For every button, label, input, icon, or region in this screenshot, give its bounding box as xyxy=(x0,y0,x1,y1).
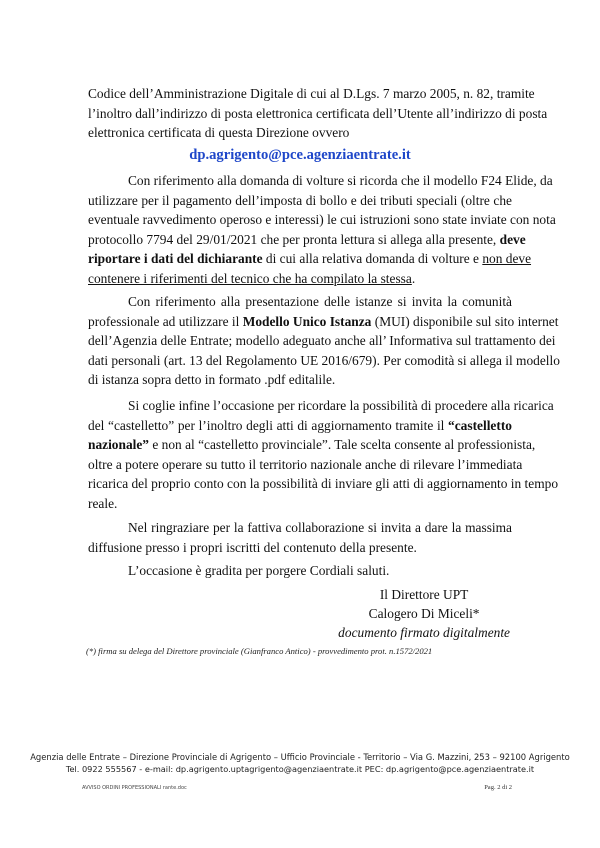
text-line xyxy=(88,416,512,436)
paragraph-mui xyxy=(88,292,560,390)
bold-text: deve xyxy=(499,231,526,247)
signer-name: Calogero Di Miceli* xyxy=(368,606,480,621)
text-line: L’occasione è gradita per porgere Cordiali saluti. xyxy=(128,563,390,578)
text-line: eventuale ravvedimento operoso e interessi) le cui istruzioni sono state inviate con nota xyxy=(88,212,556,228)
text-line: l’inoltro dall’indirizzo di posta elettronica certificata dell’Utente all’indirizzo di posta xyxy=(88,105,548,121)
signature-block xyxy=(338,585,510,642)
document-reference: AVVISO ORDINI PROFESSIONALI rante.doc xyxy=(82,785,187,791)
delegation-footnote: (*) firma su delega del Direttore provinciale (Gianfranco Antico) - provvedimento prot. n.1572/2021 xyxy=(86,646,433,656)
text-line: utilizzare per il pagamento dell’imposta di bollo e dei tributi speciali (oltre che xyxy=(88,192,512,208)
text-line xyxy=(88,269,512,289)
text-line: di istanza sopra detto in formato .pdf editalile. xyxy=(88,372,336,388)
bold-text: “castelletto xyxy=(448,417,512,433)
text-line: ricarica del proprio conto con la possibilità di inviare gli atti di aggiornamento in tempo xyxy=(88,476,559,492)
text-segment: di cui alla relativa domanda di volture e xyxy=(262,251,483,267)
text-segment: protocollo 7794 del 29/01/2021 che per pronta lettura si allega alla presente, xyxy=(88,231,500,247)
paragraph-castelletto xyxy=(88,396,559,514)
underlined-text: contenere i riferimenti del tecnico che ha compilato la stessa xyxy=(88,270,412,286)
bold-text: Modello Unico Istanza xyxy=(242,313,372,329)
text-line: Con riferimento alla domanda di volture si ricorda che il modello F24 Elide, da xyxy=(128,173,553,188)
text-line xyxy=(88,435,536,455)
signer-role: Il Direttore UPT xyxy=(379,587,469,602)
text-line: Si coglie infine l’occasione per ricordare la possibilità di procedere alla ricarica xyxy=(128,398,554,413)
text-line xyxy=(88,230,526,250)
underlined-text: non deve xyxy=(482,251,532,267)
text-line: elettronica certificata di questa Direzione ovvero xyxy=(88,125,350,141)
text-segment: (MUI) disponibile sul sito internet xyxy=(371,313,559,329)
text-line: Nel ringraziare per la fattiva collaborazione si invita a dare la massima xyxy=(128,520,512,535)
pec-email-address[interactable]: dp.agrigento@pce.agenziaentrate.it xyxy=(189,147,411,163)
page-footer xyxy=(0,752,600,775)
text-line xyxy=(88,249,532,269)
text-segment: professionale ad utilizzare il xyxy=(88,313,243,329)
text-line: dati personali (art. 13 del Regolamento UE 2016/679). Per comodità si allega il modello xyxy=(88,352,560,368)
paragraph-thanks xyxy=(88,518,512,557)
text-segment: e non al “castelletto provinciale”. Tale scelta consente al professionista, xyxy=(149,437,536,453)
paragraph-f24 xyxy=(88,171,556,289)
closing-greeting xyxy=(88,561,512,581)
text-segment: . xyxy=(411,270,416,286)
text-line: oltre a potere operare su tutto il territorio nazionale anche di rilevare l’immediata xyxy=(88,456,523,472)
text-line xyxy=(88,312,559,332)
text-segment: del “castelletto” per l’inoltro degli atti di aggiornamento tramite il xyxy=(88,417,449,433)
paragraph-intro xyxy=(88,84,548,143)
page-number: Pag. 2 di 2 xyxy=(484,784,512,791)
bold-text: riportare i dati del dichiarante xyxy=(88,251,263,267)
footer-contacts: Tel. 0922 555567 - e-mail: dp.agrigento.uptagrigento@agenziaentrate.it PEC: dp.agrigento@pce.agenziaentrate.it xyxy=(65,763,535,774)
text-line: Con riferimento alla presentazione delle istanze si invita la comunità xyxy=(128,294,512,309)
text-line: Codice dell’Amministrazione Digitale di cui al D.Lgs. 7 marzo 2005, n. 82, tramite xyxy=(88,86,535,101)
text-line: dell’Agenzia delle Entrate; modello adeguato anche all’ Informativa sul trattamento dei xyxy=(88,333,556,349)
text-line: reale. xyxy=(88,495,118,511)
text-line: diffusione presso i propri iscritti del contenuto della presente. xyxy=(88,539,417,555)
digital-signature-note: documento firmato digitalmente xyxy=(338,625,510,640)
footer-address: Agenzia delle Entrate – Direzione Provinciale di Agrigento – Ufficio Provinciale - Territorio – Via G. Mazzini, 253 – 92100 Agrigento xyxy=(30,752,570,762)
bold-text: nazionale” xyxy=(88,437,150,453)
